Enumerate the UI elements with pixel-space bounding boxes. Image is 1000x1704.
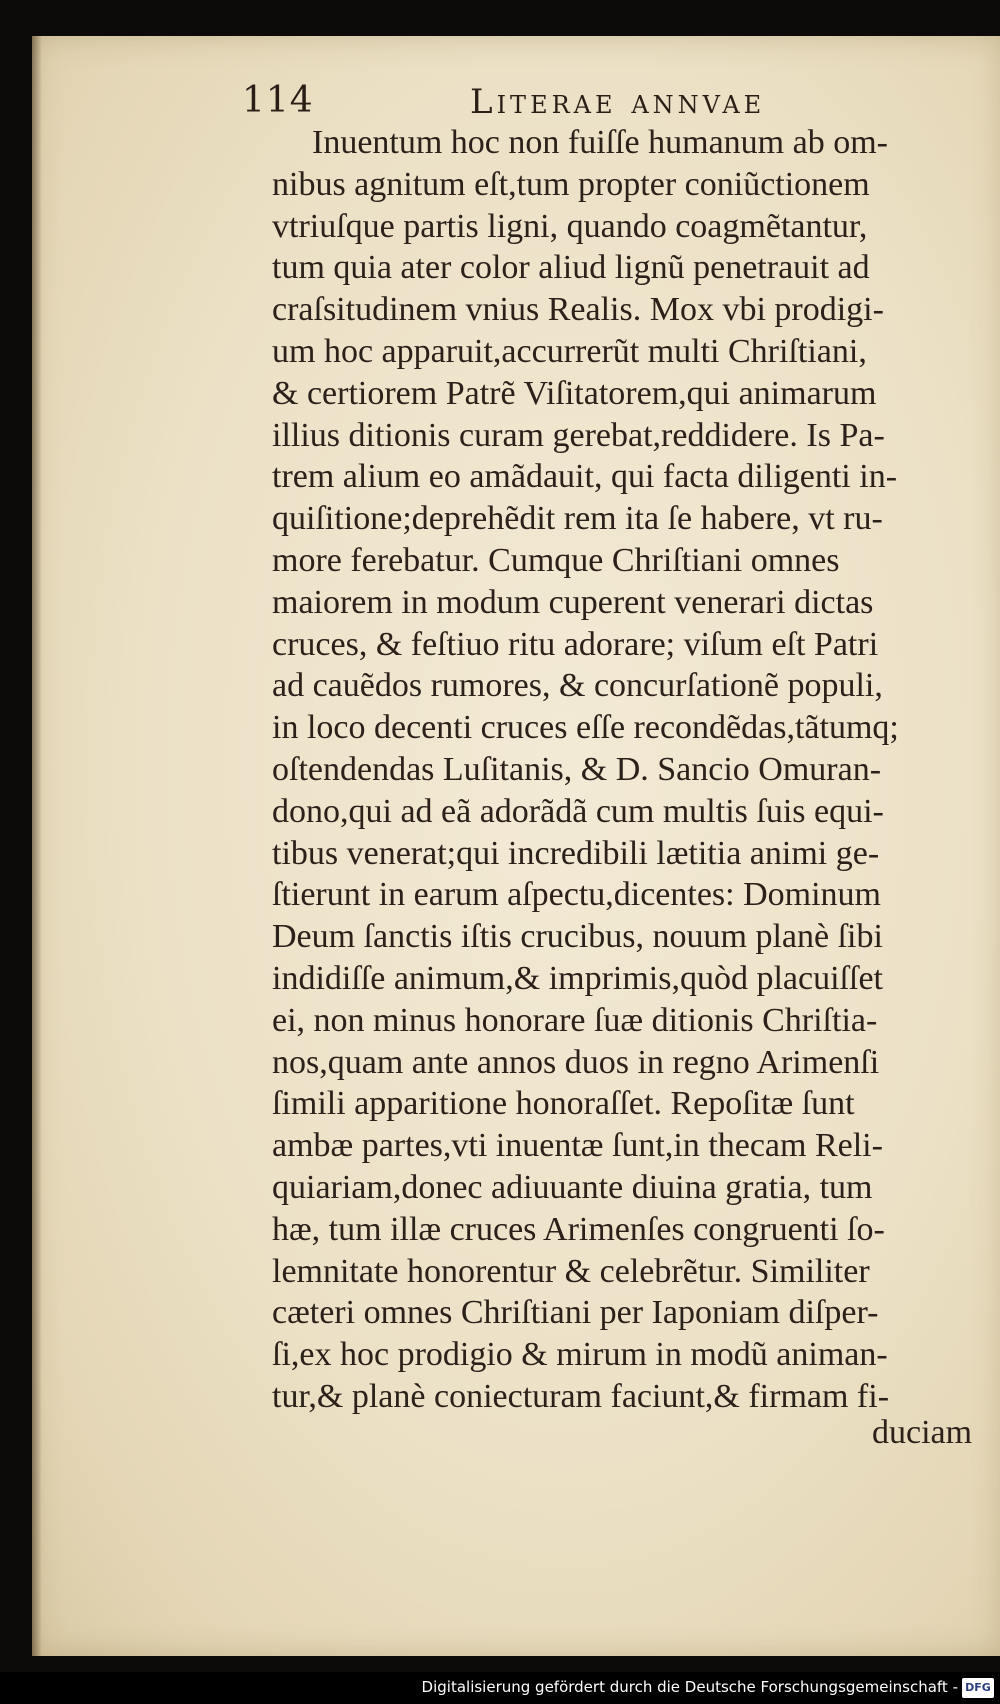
text-line: quiſitione;deprehẽdit rem ita ſe habere, vt ru- xyxy=(272,500,883,538)
text-line: hæ, tum illæ cruces Arimenſes congruenti ſo- xyxy=(272,1210,885,1248)
text-line: illius ditionis curam gerebat,reddidere. Is Pa- xyxy=(272,416,885,454)
text-line: ſtierunt in earum aſpectu,dicentes: Dominum xyxy=(272,876,881,914)
catchword: duciam xyxy=(872,1414,973,1451)
text-line: Inuentum hoc non fuiſſe humanum ab om- xyxy=(312,124,888,161)
text-line: more ferebatur. Cumque Chriſtiani omnes xyxy=(272,541,840,579)
text-line: cæteri omnes Chriſtiani per Iaponiam diſper- xyxy=(272,1294,879,1332)
text-line: nos,quam ante annos duos in regno Arimenſi xyxy=(272,1043,880,1081)
text-line: nibus agnitum eſt,tum propter coniũctionem xyxy=(272,165,870,203)
footer-credit: Digitalisierung gefördert durch die Deutsche Forschungsgemeinschaft - xyxy=(421,1678,958,1696)
text-line: ſimili apparitione honoraſſet. Repoſitæ ſunt xyxy=(272,1085,855,1123)
text-block xyxy=(272,122,1000,1418)
text-line: in loco decenti cruces eſſe recondẽdas,tãtumq; xyxy=(272,709,899,747)
text-line: cruces, & feſtiuo ritu adorare; viſum eſt Patri xyxy=(272,625,879,663)
text-line: maiorem in modum cuperent venerari dictas xyxy=(272,583,874,621)
text-line: ſi,ex hoc prodigio & mirum in modũ animan- xyxy=(272,1336,888,1374)
text-line: ambæ partes,vti inuentæ ſunt,in thecam Reli- xyxy=(272,1127,883,1165)
footer-bar xyxy=(0,1672,1000,1704)
page-number: 114 xyxy=(242,80,314,121)
text-line: indidiſſe animum,& imprimis,quòd placuiſſet xyxy=(272,959,883,997)
text-line: um hoc apparuit,accurrerũt multi Chriſtiani, xyxy=(272,332,867,370)
text-line: ei, non minus honorare ſuæ ditionis Chriſtia- xyxy=(272,1001,878,1039)
text-line: tibus venerat;qui incredibili lætitia animi ge- xyxy=(272,834,880,872)
book-page xyxy=(32,36,1000,1656)
text-line: tur,& planè coniecturam faciunt,& firmam fi- xyxy=(272,1377,890,1415)
text-line: lemnitate honorentur & celebrẽtur. Similiter xyxy=(272,1252,870,1290)
text-line: vtriuſque partis ligni, quando coagmẽtantur, xyxy=(272,207,868,245)
text-line: & certiorem Patrẽ Viſitatorem,qui animarum xyxy=(272,374,877,412)
text-line: trem alium eo amãdauit, qui facta diligenti in- xyxy=(272,458,898,496)
running-head: Literae annvae xyxy=(470,82,766,122)
text-line: tum quia ater color aliud lignũ penetrauit ad xyxy=(272,249,870,287)
text-line: dono,qui ad eã adorãdã cum multis ſuis equi- xyxy=(272,792,884,830)
text-line: ad cauẽdos rumores, & concurſationẽ populi, xyxy=(272,667,883,705)
text-line: craſsitudinem vnius Realis. Mox vbi prodigi- xyxy=(272,291,884,329)
dfg-logo: DFG xyxy=(962,1678,994,1698)
text-line: quiariam,donec adiuuante diuina gratia, tum xyxy=(272,1168,873,1206)
text-line: Deum ſanctis iſtis crucibus, nouum planè ſibi xyxy=(272,918,883,956)
text-line: oſtendendas Luſitanis, & D. Sancio Omuran- xyxy=(272,750,882,788)
